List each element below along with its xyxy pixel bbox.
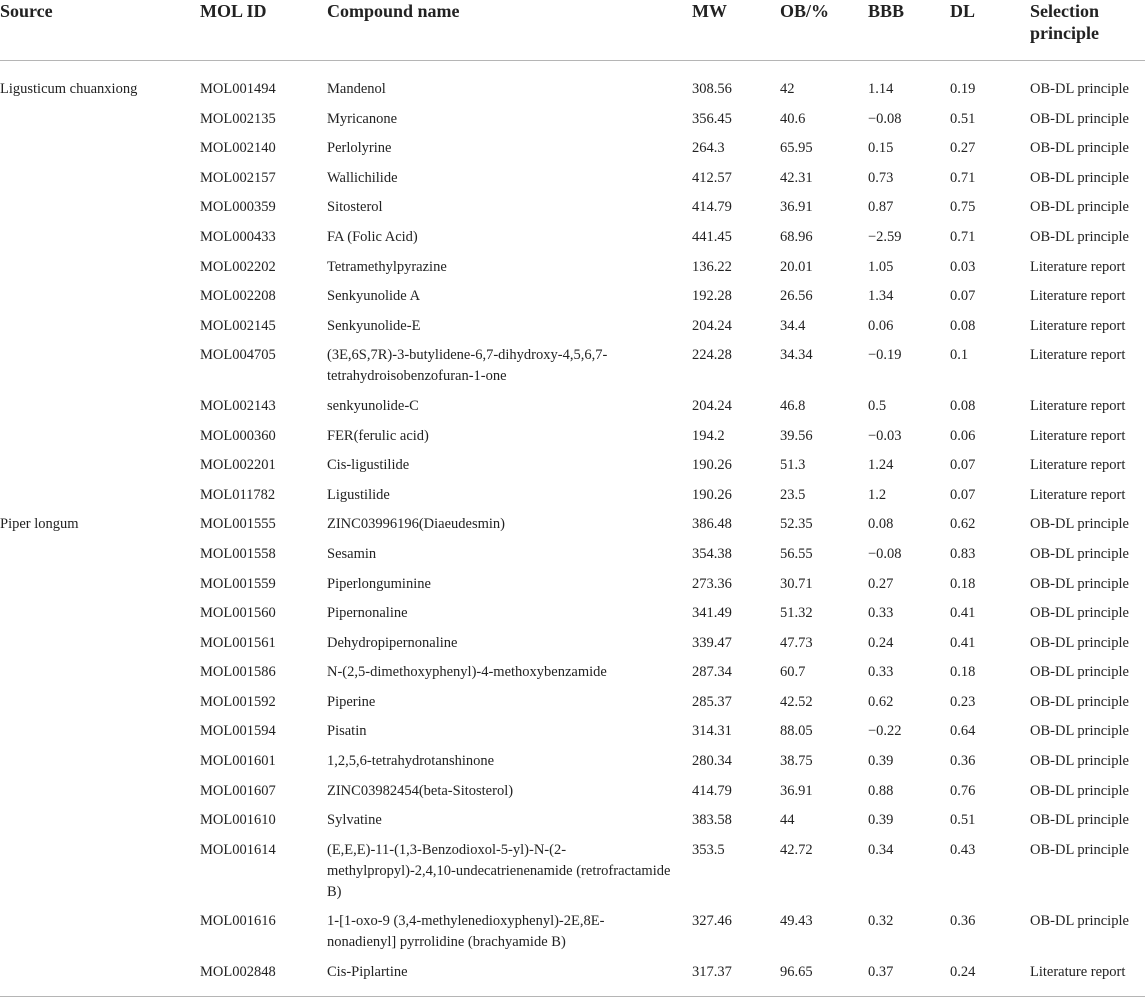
selection-principle-cell: OB-DL principle xyxy=(1030,693,1129,710)
mol-id-cell: MOL001561 xyxy=(200,634,276,651)
mol-id-cell: MOL004705 xyxy=(200,347,276,364)
dl-cell: 0.36 xyxy=(950,753,976,770)
compound-name-cell: Cis-ligustilide xyxy=(327,457,410,474)
selection-principle-cell: OB-DL principle xyxy=(1030,516,1129,533)
table-row xyxy=(0,840,1145,912)
table-row xyxy=(0,603,1145,633)
mol-id-cell: MOL002157 xyxy=(200,169,276,186)
dl-cell: 0.41 xyxy=(950,605,976,622)
table-row xyxy=(0,692,1145,722)
mw-cell: 190.26 xyxy=(692,486,732,503)
ob-cell: 30.71 xyxy=(780,575,813,592)
mol-id-cell: MOL001607 xyxy=(200,782,276,799)
compound-name-cell: Myricanone xyxy=(327,110,398,127)
mw-cell: 353.5 xyxy=(692,841,725,858)
mw-cell: 354.38 xyxy=(692,545,732,562)
dl-cell: 0.07 xyxy=(950,457,976,474)
compound-name-cell: ZINC03982454(beta-Sitosterol) xyxy=(327,782,514,799)
compound-name-cell: FER(ferulic acid) xyxy=(327,427,429,444)
selection-principle-cell: Literature report xyxy=(1030,962,1145,997)
mw-cell: 341.49 xyxy=(692,605,732,622)
table-row xyxy=(0,911,1145,962)
header-dl: DL xyxy=(950,0,1030,61)
source-cell: Ligusticum chuanxiong xyxy=(0,81,138,97)
ob-cell: 47.73 xyxy=(780,634,813,651)
dl-cell: 0.36 xyxy=(950,913,976,930)
dl-cell: 0.07 xyxy=(950,288,976,305)
bbb-cell: 0.33 xyxy=(868,664,894,681)
selection-principle-cell: Literature report xyxy=(1030,347,1126,364)
mw-cell: 386.48 xyxy=(692,516,732,533)
selection-principle-cell: OB-DL principle xyxy=(1030,228,1129,245)
compound-name-cell: senkyunolide-C xyxy=(327,397,419,414)
mol-id-cell: MOL001592 xyxy=(200,693,276,710)
mol-id-cell: MOL002140 xyxy=(200,140,276,157)
mw-cell: 194.2 xyxy=(692,427,725,444)
compound-name-cell: (3E,6S,7R)-3-butylidene-6,7-dihydroxy-4,5,6,7-tetrahydroisobenzofuran-1-one xyxy=(327,347,608,385)
ob-cell: 65.95 xyxy=(780,140,813,157)
source-cell xyxy=(0,455,200,485)
mol-id-cell: MOL001614 xyxy=(200,841,276,858)
mol-id-cell: MOL011782 xyxy=(200,486,276,503)
source-cell: Piper longum xyxy=(0,516,79,533)
ob-cell: 44 xyxy=(780,812,795,829)
ob-cell: 42.72 xyxy=(780,841,813,858)
mw-cell: 308.56 xyxy=(692,81,732,97)
selection-principle-cell: OB-DL principle xyxy=(1030,782,1129,799)
compound-name-cell: Sylvatine xyxy=(327,812,382,829)
bbb-cell: 0.73 xyxy=(868,169,894,186)
source-cell xyxy=(0,574,200,604)
compound-name-cell: 1,2,5,6-tetrahydrotanshinone xyxy=(327,753,495,770)
compound-name-cell: 1-[1-oxo-9 (3,4-methylenedioxyphenyl)-2E,8E-nonadienyl] pyrrolidine (brachyamide B) xyxy=(327,913,605,951)
selection-principle-cell: OB-DL principle xyxy=(1030,140,1129,157)
dl-cell: 0.51 xyxy=(950,812,976,829)
selection-principle-cell: OB-DL principle xyxy=(1030,199,1129,216)
mol-id-cell: MOL001594 xyxy=(200,723,276,740)
mol-id-cell: MOL002202 xyxy=(200,258,276,275)
mw-cell: 414.79 xyxy=(692,782,732,799)
header-mol-id: MOL ID xyxy=(200,0,327,61)
bbb-cell: 0.62 xyxy=(868,693,894,710)
source-cell xyxy=(0,109,200,139)
dl-cell: 0.27 xyxy=(950,140,976,157)
dl-cell: 0.43 xyxy=(950,841,976,858)
selection-principle-cell: Literature report xyxy=(1030,457,1126,474)
compound-name-cell: Ligustilide xyxy=(327,486,390,503)
header-source: Source xyxy=(0,0,200,61)
mw-cell: 280.34 xyxy=(692,753,732,770)
table-row xyxy=(0,109,1145,139)
source-cell xyxy=(0,751,200,781)
mol-id-cell: MOL001586 xyxy=(200,664,276,681)
bbb-cell: 0.24 xyxy=(868,634,894,651)
selection-principle-cell: OB-DL principle xyxy=(1030,664,1129,681)
mol-id-cell: MOL001616 xyxy=(200,913,276,930)
mw-cell: 317.37 xyxy=(692,962,780,997)
table-body xyxy=(0,61,1145,997)
mol-id-cell: MOL002848 xyxy=(200,962,327,997)
ob-cell: 38.75 xyxy=(780,753,813,770)
bbb-cell: 0.37 xyxy=(868,962,950,997)
source-cell xyxy=(0,286,200,316)
ob-cell: 42.52 xyxy=(780,693,813,710)
compound-name-cell: Senkyunolide A xyxy=(327,288,421,305)
source-cell xyxy=(0,721,200,751)
ob-cell: 34.4 xyxy=(780,317,806,334)
ob-cell: 60.7 xyxy=(780,664,806,681)
ob-cell: 52.35 xyxy=(780,516,813,533)
table-row xyxy=(0,61,1145,109)
bbb-cell: −0.08 xyxy=(868,110,902,127)
ob-cell: 46.8 xyxy=(780,397,806,414)
source-cell xyxy=(0,197,200,227)
ob-cell: 36.91 xyxy=(780,199,813,216)
compound-name-cell: ZINC03996196(Diaeudesmin) xyxy=(327,516,505,533)
compound-name-cell: (E,E,E)-11-(1,3-Benzodioxol-5-yl)-N-(2-methylpropyl)-2,4,10-undecatrienenamide (retrofractamide B) xyxy=(327,841,671,900)
ob-cell: 36.91 xyxy=(780,782,813,799)
mol-id-cell: MOL001494 xyxy=(200,81,276,97)
ob-cell: 26.56 xyxy=(780,288,813,305)
ob-cell: 39.56 xyxy=(780,427,813,444)
source-cell xyxy=(0,168,200,198)
mol-id-cell: MOL000359 xyxy=(200,199,276,216)
compound-name-cell: Pipernonaline xyxy=(327,605,408,622)
ob-cell: 51.32 xyxy=(780,605,813,622)
table-row xyxy=(0,574,1145,604)
dl-cell: 0.18 xyxy=(950,664,976,681)
mw-cell: 287.34 xyxy=(692,664,732,681)
selection-principle-cell: Literature report xyxy=(1030,486,1126,503)
compound-name-cell: Wallichilide xyxy=(327,169,398,186)
selection-principle-cell: OB-DL principle xyxy=(1030,723,1129,740)
compound-name-cell: Perlolyrine xyxy=(327,140,392,157)
table-row xyxy=(0,455,1145,485)
compound-name-cell: Pisatin xyxy=(327,723,367,740)
ob-cell: 88.05 xyxy=(780,723,813,740)
mol-id-cell: MOL000360 xyxy=(200,427,276,444)
table-row xyxy=(0,514,1145,544)
bbb-cell: 1.05 xyxy=(868,258,894,275)
compound-name-cell: Mandenol xyxy=(327,81,386,97)
compound-name-cell: Cis-Piplartine xyxy=(327,962,692,997)
mol-id-cell: MOL001610 xyxy=(200,812,276,829)
source-cell xyxy=(0,138,200,168)
dl-cell: 0.51 xyxy=(950,110,976,127)
source-cell xyxy=(0,633,200,663)
selection-principle-cell: Literature report xyxy=(1030,317,1126,334)
selection-principle-cell: Literature report xyxy=(1030,397,1126,414)
mol-id-cell: MOL002143 xyxy=(200,397,276,414)
selection-principle-cell: OB-DL principle xyxy=(1030,110,1129,127)
table-row xyxy=(0,197,1145,227)
selection-principle-cell: OB-DL principle xyxy=(1030,841,1129,858)
mw-cell: 224.28 xyxy=(692,347,732,364)
bbb-cell: 0.39 xyxy=(868,812,894,829)
selection-principle-cell: OB-DL principle xyxy=(1030,634,1129,651)
table-row xyxy=(0,138,1145,168)
source-cell xyxy=(0,227,200,257)
source-cell xyxy=(0,485,200,515)
table-row xyxy=(0,227,1145,257)
bbb-cell: 1.34 xyxy=(868,288,894,305)
dl-cell: 0.75 xyxy=(950,199,976,216)
mol-id-cell: MOL001555 xyxy=(200,516,276,533)
source-cell xyxy=(0,396,200,426)
mw-cell: 339.47 xyxy=(692,634,732,651)
compound-name-cell: N-(2,5-dimethoxyphenyl)-4-methoxybenzamide xyxy=(327,664,607,681)
table-row xyxy=(0,751,1145,781)
selection-principle-cell: OB-DL principle xyxy=(1030,605,1129,622)
bbb-cell: 0.08 xyxy=(868,516,894,533)
dl-cell: 0.64 xyxy=(950,723,976,740)
dl-cell: 0.07 xyxy=(950,486,976,503)
mol-id-cell: MOL002201 xyxy=(200,457,276,474)
selection-principle-cell: OB-DL principle xyxy=(1030,812,1129,829)
mw-cell: 356.45 xyxy=(692,110,732,127)
selection-principle-cell: OB-DL principle xyxy=(1030,81,1129,97)
selection-principle-cell: OB-DL principle xyxy=(1030,575,1129,592)
bbb-cell: 0.5 xyxy=(868,397,887,414)
dl-cell: 0.62 xyxy=(950,516,976,533)
source-cell xyxy=(0,911,200,962)
selection-principle-cell: OB-DL principle xyxy=(1030,169,1129,186)
source-cell xyxy=(0,692,200,722)
bbb-cell: −0.19 xyxy=(868,347,902,364)
dl-cell: 0.71 xyxy=(950,228,976,245)
header-selection-principle: Selection principle xyxy=(1030,0,1145,61)
mw-cell: 285.37 xyxy=(692,693,732,710)
source-cell xyxy=(0,316,200,346)
dl-cell: 0.83 xyxy=(950,545,976,562)
bbb-cell: 0.27 xyxy=(868,575,894,592)
mol-id-cell: MOL001558 xyxy=(200,545,276,562)
bbb-cell: −2.59 xyxy=(868,228,902,245)
ob-cell: 40.6 xyxy=(780,110,806,127)
mw-cell: 412.57 xyxy=(692,169,732,186)
source-cell xyxy=(0,662,200,692)
dl-cell: 0.23 xyxy=(950,693,976,710)
mw-cell: 192.28 xyxy=(692,288,732,305)
bbb-cell: 1.24 xyxy=(868,457,894,474)
mol-id-cell: MOL002208 xyxy=(200,288,276,305)
bbb-cell: 1.2 xyxy=(868,486,887,503)
dl-cell: 0.24 xyxy=(950,962,1030,997)
bbb-cell: 0.15 xyxy=(868,140,894,157)
mol-id-cell: MOL001559 xyxy=(200,575,276,592)
dl-cell: 0.03 xyxy=(950,258,976,275)
table-row xyxy=(0,396,1145,426)
header-mw: MW xyxy=(692,0,780,61)
mw-cell: 273.36 xyxy=(692,575,732,592)
dl-cell: 0.71 xyxy=(950,169,976,186)
ob-cell: 23.5 xyxy=(780,486,806,503)
selection-principle-cell: OB-DL principle xyxy=(1030,753,1129,770)
bbb-cell: 1.14 xyxy=(868,81,894,97)
table-row xyxy=(0,426,1145,456)
bbb-cell: 0.34 xyxy=(868,841,894,858)
table-row xyxy=(0,810,1145,840)
selection-principle-cell: Literature report xyxy=(1030,427,1126,444)
ob-cell: 96.65 xyxy=(780,962,868,997)
table-row xyxy=(0,345,1145,396)
bbb-cell: −0.03 xyxy=(868,427,902,444)
mol-id-cell: MOL001560 xyxy=(200,605,276,622)
ob-cell: 56.55 xyxy=(780,545,813,562)
mw-cell: 383.58 xyxy=(692,812,732,829)
compound-name-cell: Piperine xyxy=(327,693,376,710)
mw-cell: 204.24 xyxy=(692,317,732,334)
source-cell xyxy=(0,781,200,811)
header-ob: OB/% xyxy=(780,0,868,61)
compound-name-cell: Dehydropipernonaline xyxy=(327,634,458,651)
source-cell xyxy=(0,426,200,456)
table-row xyxy=(0,286,1145,316)
mw-cell: 190.26 xyxy=(692,457,732,474)
mol-id-cell: MOL002145 xyxy=(200,317,276,334)
table-row xyxy=(0,544,1145,574)
compound-name-cell: Tetramethylpyrazine xyxy=(327,258,447,275)
ob-cell: 20.01 xyxy=(780,258,813,275)
mw-cell: 204.24 xyxy=(692,397,732,414)
bbb-cell: 0.06 xyxy=(868,317,894,334)
ob-cell: 34.34 xyxy=(780,347,813,364)
source-cell xyxy=(0,840,200,912)
source-cell xyxy=(0,257,200,287)
bbb-cell: 0.33 xyxy=(868,605,894,622)
selection-principle-cell: Literature report xyxy=(1030,258,1126,275)
dl-cell: 0.18 xyxy=(950,575,976,592)
mw-cell: 414.79 xyxy=(692,199,732,216)
table-row xyxy=(0,633,1145,663)
dl-cell: 0.19 xyxy=(950,81,976,97)
header-compound-name: Compound name xyxy=(327,0,692,61)
source-cell xyxy=(0,544,200,574)
bbb-cell: 0.32 xyxy=(868,913,894,930)
dl-cell: 0.41 xyxy=(950,634,976,651)
table-row xyxy=(0,662,1145,692)
compound-name-cell: Piperlonguminine xyxy=(327,575,431,592)
selection-principle-cell: OB-DL principle xyxy=(1030,545,1129,562)
ob-cell: 42 xyxy=(780,81,795,97)
dl-cell: 0.08 xyxy=(950,317,976,334)
table-row xyxy=(0,962,1145,997)
mol-id-cell: MOL000433 xyxy=(200,228,276,245)
ob-cell: 51.3 xyxy=(780,457,806,474)
mw-cell: 314.31 xyxy=(692,723,732,740)
table-row xyxy=(0,168,1145,198)
table-row xyxy=(0,257,1145,287)
bbb-cell: −0.08 xyxy=(868,545,902,562)
header-row xyxy=(0,0,1145,61)
mol-id-cell: MOL002135 xyxy=(200,110,276,127)
dl-cell: 0.1 xyxy=(950,347,969,364)
table-row xyxy=(0,316,1145,346)
bbb-cell: 0.39 xyxy=(868,753,894,770)
ob-cell: 42.31 xyxy=(780,169,813,186)
bbb-cell: 0.87 xyxy=(868,199,894,216)
mw-cell: 327.46 xyxy=(692,913,732,930)
compound-name-cell: FA (Folic Acid) xyxy=(327,228,418,245)
ob-cell: 49.43 xyxy=(780,913,813,930)
mw-cell: 264.3 xyxy=(692,140,725,157)
ob-cell: 68.96 xyxy=(780,228,813,245)
source-cell xyxy=(0,962,200,997)
dl-cell: 0.06 xyxy=(950,427,976,444)
header-bbb: BBB xyxy=(868,0,950,61)
mw-cell: 136.22 xyxy=(692,258,732,275)
dl-cell: 0.08 xyxy=(950,397,976,414)
table-row xyxy=(0,485,1145,515)
selection-principle-cell: Literature report xyxy=(1030,288,1126,305)
mw-cell: 441.45 xyxy=(692,228,732,245)
bbb-cell: 0.88 xyxy=(868,782,894,799)
bbb-cell: −0.22 xyxy=(868,723,902,740)
compound-name-cell: Senkyunolide-E xyxy=(327,317,421,334)
source-cell xyxy=(0,603,200,633)
source-cell xyxy=(0,345,200,396)
compound-name-cell: Sitosterol xyxy=(327,199,383,216)
source-cell xyxy=(0,810,200,840)
selection-principle-cell: OB-DL principle xyxy=(1030,913,1129,930)
table-row xyxy=(0,781,1145,811)
dl-cell: 0.76 xyxy=(950,782,976,799)
mol-id-cell: MOL001601 xyxy=(200,753,276,770)
table-row xyxy=(0,721,1145,751)
compound-name-cell: Sesamin xyxy=(327,545,377,562)
